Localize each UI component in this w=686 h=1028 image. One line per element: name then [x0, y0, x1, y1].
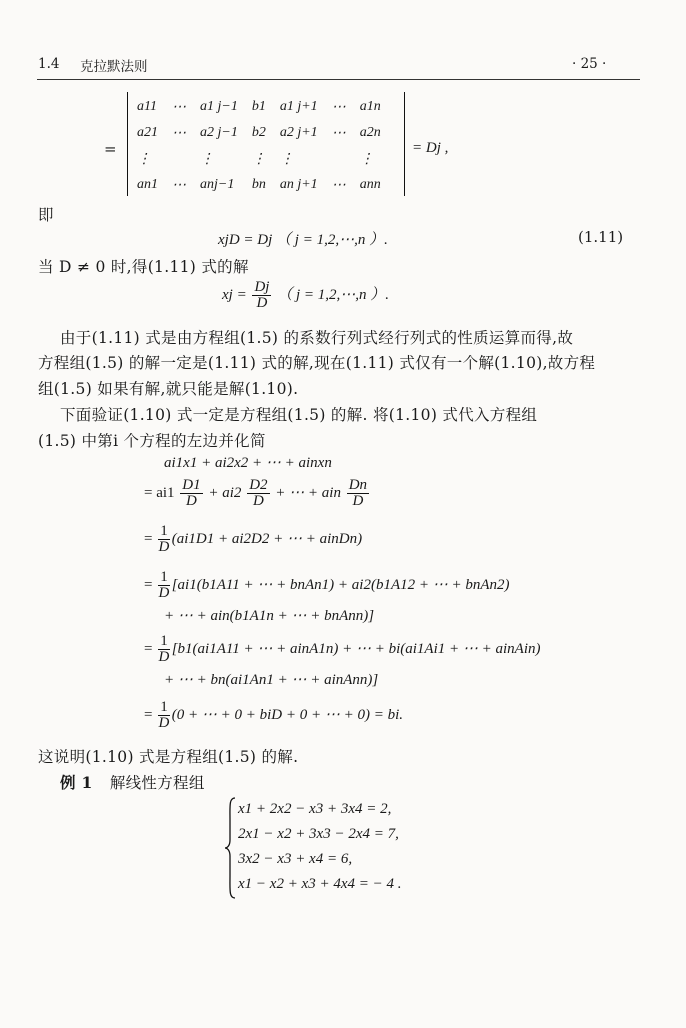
matrix-cell: ⋮: [251, 151, 266, 167]
solution-num: Dj: [254, 279, 270, 295]
system-equation: x1 + 2x2 − x3 + 3x4 = 2,: [238, 801, 392, 817]
matrix-cell: ann: [359, 177, 381, 192]
para1-line1: 由于(1.11) 式是由方程组(1.5) 的系数行列式经行列式的性质运算而得,故: [60, 329, 574, 347]
solution-formula: [222, 280, 389, 311]
matrix-cell: ⋯: [331, 177, 346, 193]
equation-system: [238, 797, 402, 897]
word-ji: 即: [38, 206, 54, 224]
matrix-cell: a1 j+1: [279, 99, 318, 114]
matrix-row: [130, 146, 388, 172]
solution-rhs: （ j = 1,2,⋯,n ）.: [277, 286, 389, 303]
solution-den: D: [256, 295, 268, 311]
matrix-cell: b2: [251, 125, 266, 140]
example-1: [60, 771, 205, 793]
det-right-bar: [404, 92, 405, 196]
para2-line1: 下面验证(1.10) 式一定是方程组(1.5) 的解. 将(1.10) 式代入方程组: [60, 406, 538, 424]
matrix-cell: a21: [137, 125, 158, 140]
page-number: · 25 ·: [572, 56, 607, 72]
derivation-line3: = $\frac{1}{D}$ (ai1D1 + ai2D2 + ⋯ + ainDn): [144, 523, 363, 555]
matrix-cell: ⋮: [359, 151, 374, 167]
system-equation: 2x1 − x2 + 3x3 − 2x4 = 7,: [238, 826, 399, 842]
section-number: 1.4: [38, 56, 60, 72]
matrix-cell: [325, 146, 353, 172]
derivation-line2: = ai1 $\frac{D1}{D}$ + ai2 $\frac{D2}{D}$ + ⋯ + ain $\frac{Dn}{D}$: [144, 477, 368, 509]
derivation-line5: + ⋯ + ain(b1A1n + ⋯ + bnAnn)]: [164, 608, 375, 624]
matrix-row: [130, 120, 388, 146]
derivation-line4: = $\frac{1}{D}$ [ai1(b1A11 + ⋯ + bnAn1) + ai2(b1A12 + ⋯ + bnAn2): [144, 569, 510, 601]
matrix-cell: [165, 146, 193, 172]
matrix-cell: anj−1: [200, 177, 235, 192]
system-equation: 3x2 − x3 + x4 = 6,: [238, 851, 353, 867]
matrix-cell: a2 j−1: [200, 125, 238, 140]
header-rule: [37, 79, 640, 80]
section-title: 克拉默法则: [80, 59, 148, 75]
equation-label-1-11: (1.11): [578, 228, 624, 246]
matrix-cell: a2n: [359, 125, 381, 140]
matrix-cell: a2 j+1: [279, 125, 318, 140]
matrix-row: [130, 94, 388, 120]
derivation-line6: = $\frac{1}{D}$ [b1(ai1A11 + ⋯ + ainA1n) + ⋯ + bi(ai1Ai1 + ⋯ + ainAin): [144, 633, 541, 665]
conclusion-line: 这说明(1.10) 式是方程组(1.5) 的解.: [38, 748, 299, 766]
matrix-cell: a11: [137, 99, 157, 114]
matrix-cell: bn: [251, 177, 266, 192]
derivation-line7: + ⋯ + bn(ai1An1 + ⋯ + ainAnn)]: [164, 672, 379, 688]
matrix-cell: a1 j−1: [200, 99, 238, 114]
example-text: 解线性方程组: [109, 774, 205, 792]
matrix-cell: an1: [137, 177, 158, 192]
det-result: = Dj ,: [412, 140, 449, 156]
derivation-line8: = $\frac{1}{D}$ (0 + ⋯ + 0 + biD + 0 + ⋯ + 0) = bi.: [144, 699, 403, 731]
equation-1-11: xjD = Dj （ j = 1,2,⋯,n ）.: [218, 232, 388, 248]
matrix-cell: ⋮: [137, 151, 151, 167]
derivation-line1: ai1x1 + ai2x2 + ⋯ + ainxn: [164, 455, 332, 471]
matrix-cell: an j+1: [279, 177, 318, 192]
system-brace: [224, 796, 238, 900]
matrix-cell: ⋯: [331, 99, 346, 115]
matrix-cell: b1: [251, 99, 266, 114]
det-left-bar: [127, 92, 128, 196]
condition-line: 当 D ≠ 0 时,得(1.11) 式的解: [38, 258, 249, 276]
solution-lhs: xj =: [222, 286, 247, 303]
para1-line3: 组(1.5) 如果有解,就只能是解(1.10).: [38, 380, 299, 398]
example-label: 例 1: [60, 773, 93, 792]
matrix-cell: ⋮: [200, 151, 214, 167]
system-equation: x1 − x2 + x3 + 4x4 = − 4 .: [238, 876, 402, 892]
para2-line2: (1.5) 中第i 个方程的左边并化简: [38, 432, 266, 450]
matrix-cell: ⋯: [172, 177, 186, 193]
det-equals: =: [104, 140, 117, 158]
matrix-row: [130, 172, 388, 198]
para1-line2: 方程组(1.5) 的解一定是(1.11) 式的解,现在(1.11) 式仅有一个解(1.10),故方程: [38, 354, 596, 372]
matrix-cell: a1n: [359, 99, 381, 114]
determinant-matrix: [130, 94, 388, 198]
matrix-cell: ⋮: [279, 151, 294, 167]
matrix-cell: ⋯: [172, 125, 186, 141]
matrix-cell: ⋯: [172, 99, 186, 115]
matrix-cell: ⋯: [331, 125, 346, 141]
